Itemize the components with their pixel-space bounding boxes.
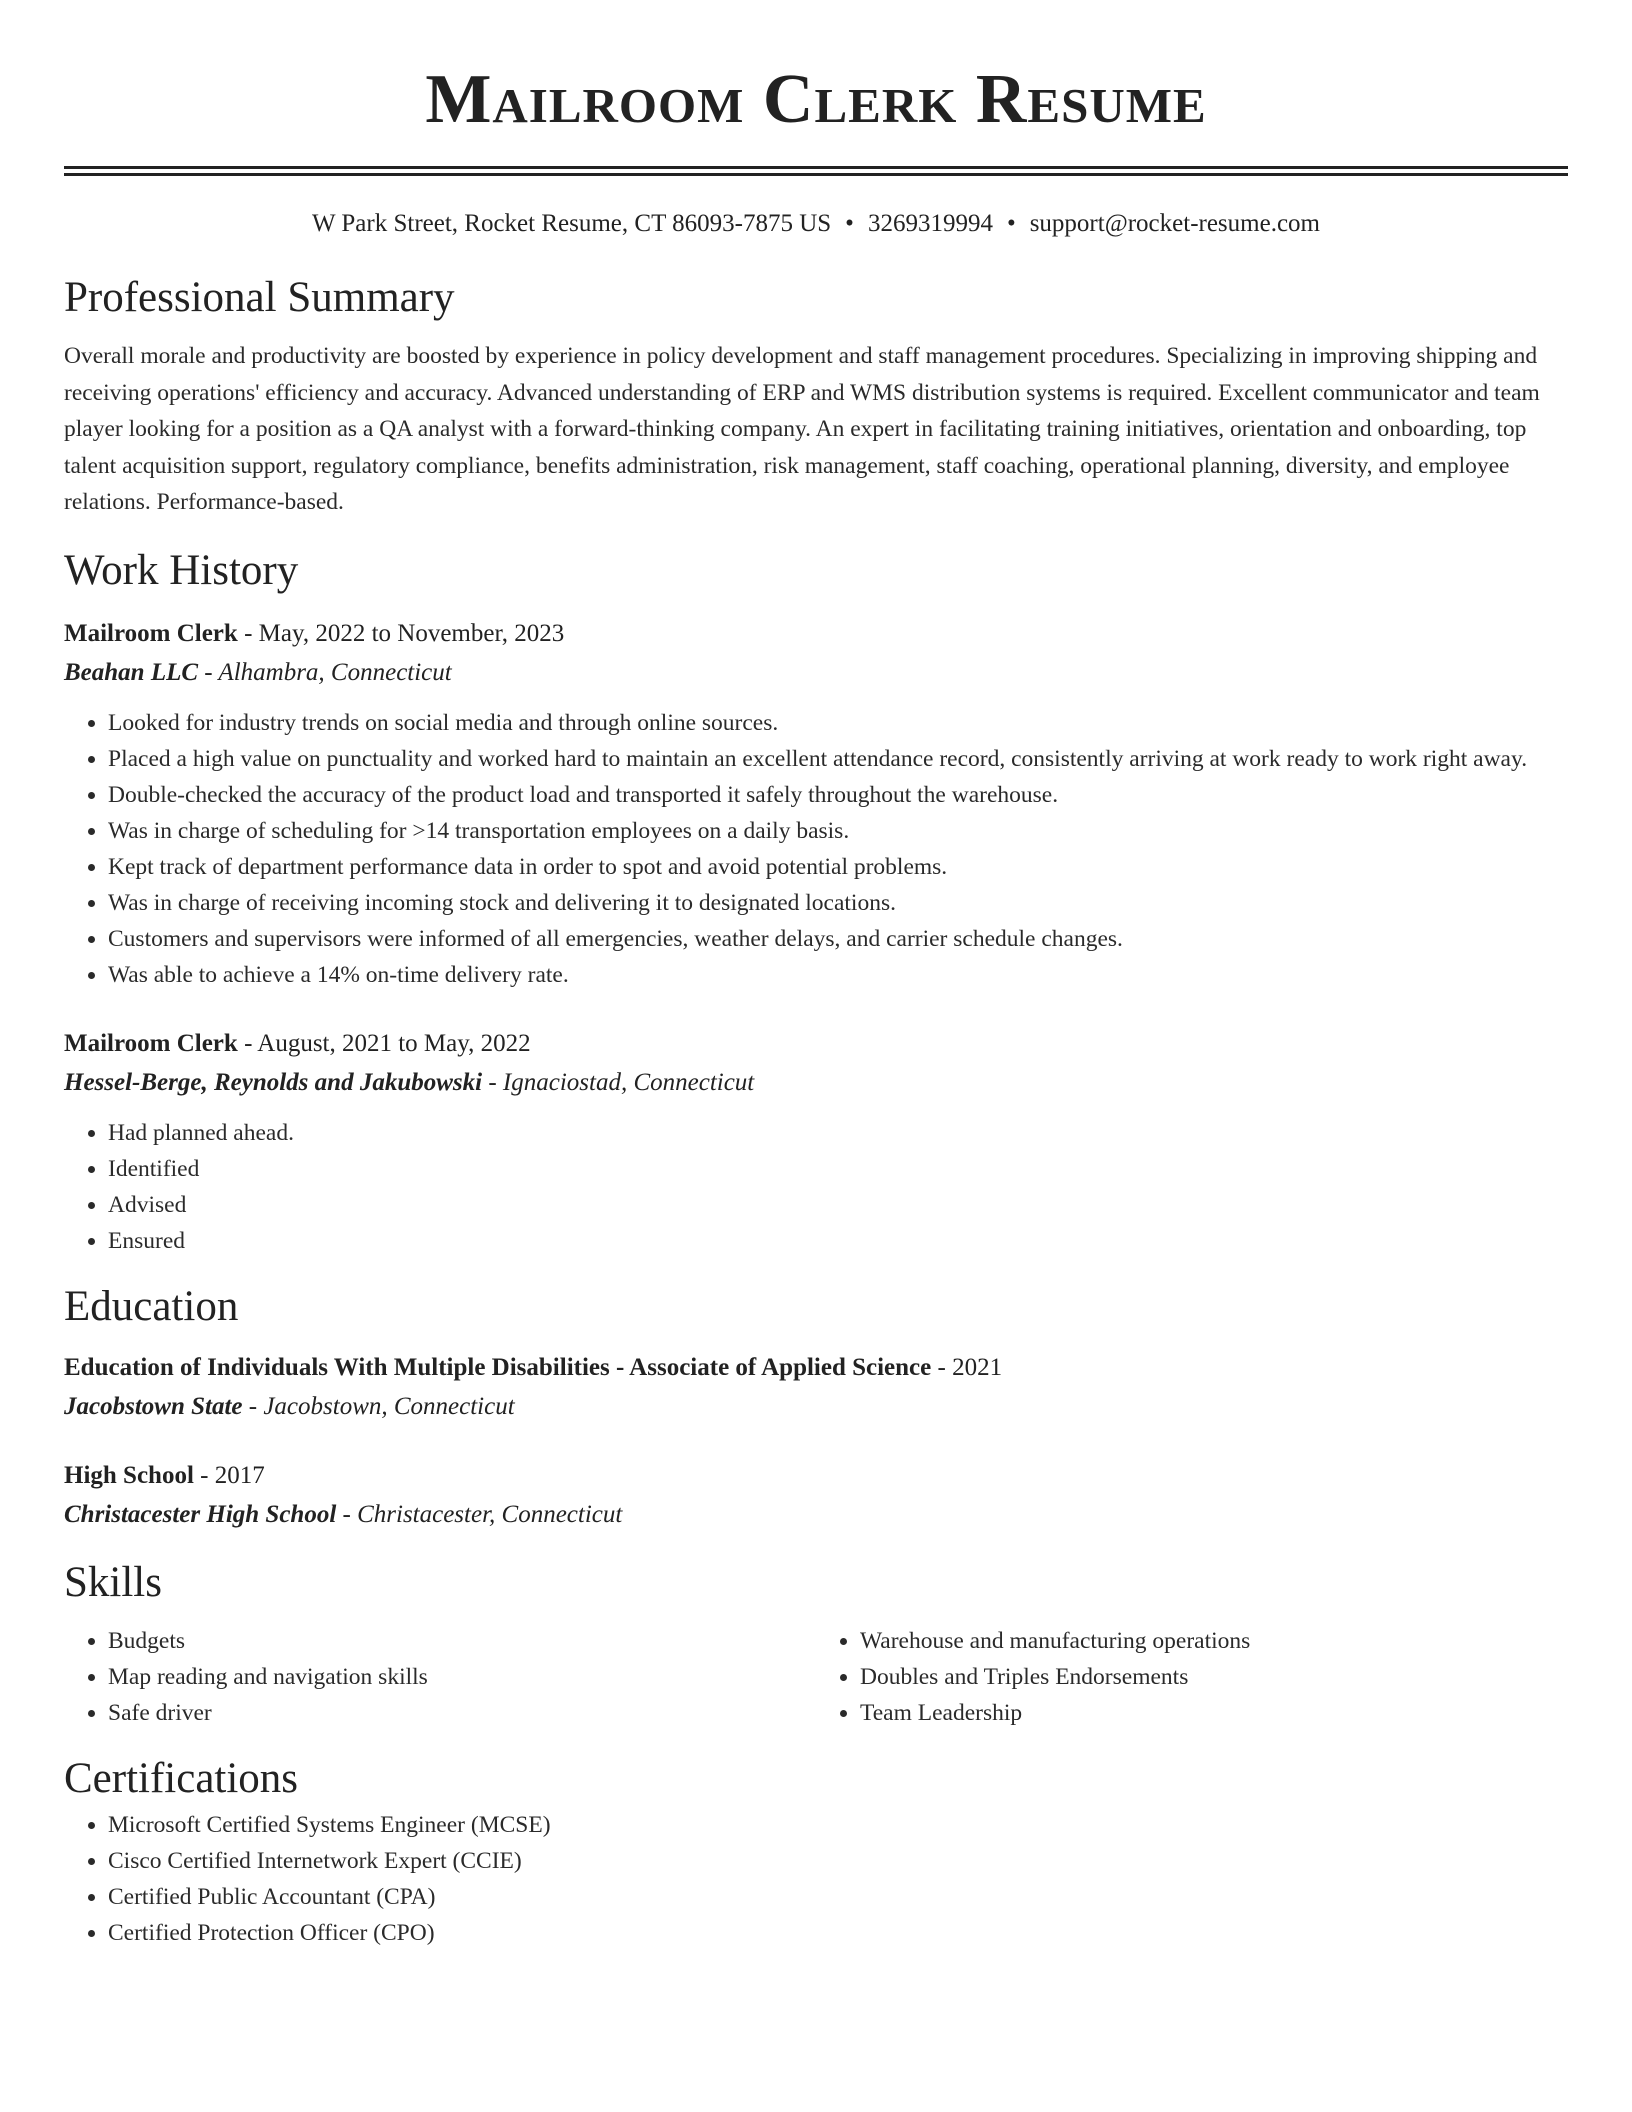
education-year: - 2017 <box>193 1461 265 1489</box>
education-degree: Education of Individuals With Multiple Disabilities - Associate of Applied Science <box>64 1353 932 1381</box>
job-bullets <box>64 705 1568 993</box>
job-header <box>64 1025 1568 1063</box>
job-role: Mailroom Clerk <box>64 1029 238 1057</box>
list-item: • Identified <box>108 1151 1568 1187</box>
education-header <box>64 1457 1568 1495</box>
list-item: • Had planned ahead. <box>108 1115 1568 1151</box>
education-entry <box>64 1457 1568 1535</box>
skills-list <box>64 1623 1568 1731</box>
education-degree: High School <box>64 1461 194 1489</box>
education-year: - 2021 <box>931 1353 1003 1381</box>
education-entry <box>64 1349 1568 1427</box>
list-item: • Map reading and navigation skills <box>108 1659 816 1695</box>
list-item: • Ensured <box>108 1223 1568 1259</box>
job-dates: - August, 2021 to May, 2022 <box>237 1029 531 1057</box>
list-item: • Placed a high value on punctuality and worked hard to maintain an excellent attendance record, consistently arriving at work ready to work right away. <box>108 741 1568 777</box>
job-company: Beahan LLC <box>64 658 199 686</box>
contact-line <box>64 208 1568 240</box>
education-header <box>64 1349 1568 1387</box>
summary-text: Overall morale and productivity are boosted by experience in policy development and staff management procedures. Specializing in improving shipping and receiving operations' efficiency and accuracy. Advanced understanding of ERP and WMS distribution systems is required. Excellent communicator and team player looking for a position as a QA analyst with a forward-thinking company. An expert in facilitating training initiatives, orientation and onboarding, top talent acquisition support, regulatory compliance, benefits administration, risk management, staff coaching, operational planning, diversity, and employee relations. Performance-based. <box>64 343 1540 515</box>
certifications-list <box>64 1807 1568 1951</box>
skills-column-right <box>816 1623 1568 1731</box>
contact-separator: • <box>845 210 854 237</box>
education-school-line <box>64 1387 1568 1427</box>
education-school: Christacester High School <box>64 1500 337 1528</box>
list-item: • Was in charge of receiving incoming stock and delivering it to designated locations. <box>108 885 1568 921</box>
title-divider <box>64 166 1568 176</box>
job-role: Mailroom Clerk <box>64 619 238 647</box>
list-item: • Double-checked the accuracy of the product load and transported it safely throughout the warehouse. <box>108 777 1568 813</box>
job-location: - Ignaciostad, Connecticut <box>482 1068 755 1096</box>
job-company: Hessel-Berge, Reynolds and Jakubowski <box>64 1068 483 1096</box>
education-school-line <box>64 1495 1568 1535</box>
job-entry <box>64 615 1568 993</box>
job-entry <box>64 1025 1568 1259</box>
contact-address: W Park Street, Rocket Resume, CT 86093-7875 US <box>312 210 832 237</box>
job-dates: - May, 2022 to November, 2023 <box>237 619 565 647</box>
list-item: • Customers and supervisors were informed of all emergencies, weather delays, and carrier schedule changes. <box>108 921 1568 957</box>
certifications-heading: Certifications <box>64 1754 299 1802</box>
list-item: • Warehouse and manufacturing operations <box>860 1623 1568 1659</box>
list-item: • Microsoft Certified Systems Engineer (MCSE) <box>108 1807 1568 1843</box>
job-employer <box>64 653 1568 693</box>
contact-email: support@rocket-resume.com <box>1029 210 1320 237</box>
list-item: • Was able to achieve a 14% on-time delivery rate. <box>108 957 1568 993</box>
list-item: • Cisco Certified Internetwork Expert (CCIE) <box>108 1843 1568 1879</box>
contact-phone: 3269319994 <box>867 210 993 237</box>
education-school: Jacobstown State <box>64 1392 243 1420</box>
list-item: • Certified Public Accountant (CPA) <box>108 1879 1568 1915</box>
list-item: • Safe driver <box>108 1695 816 1731</box>
education-heading: Education <box>64 1282 239 1330</box>
job-header <box>64 615 1568 653</box>
list-item: • Kept track of department performance data in order to spot and avoid potential problems. <box>108 849 1568 885</box>
work-history-heading: Work History <box>64 546 299 594</box>
job-bullets <box>64 1115 1568 1259</box>
skills-column-left <box>64 1623 816 1731</box>
list-item: • Was in charge of scheduling for >14 transportation employees on a daily basis. <box>108 813 1568 849</box>
list-item: • Team Leadership <box>860 1695 1568 1731</box>
job-employer <box>64 1063 1568 1103</box>
summary-heading: Professional Summary <box>64 274 455 321</box>
list-item: • Doubles and Triples Endorsements <box>860 1659 1568 1695</box>
education-location: - Christacester, Connecticut <box>336 1500 623 1528</box>
contact-separator: • <box>1006 210 1016 237</box>
list-item: • Looked for industry trends on social media and through online sources. <box>108 705 1568 741</box>
list-item: • Budgets <box>108 1623 816 1659</box>
skills-heading: Skills <box>64 1558 162 1606</box>
page-title: Mailroom Clerk Resume <box>425 61 1207 138</box>
job-location: - Alhambra, Connecticut <box>198 658 452 686</box>
list-item: • Advised <box>108 1187 1568 1223</box>
education-location: - Jacobstown, Connecticut <box>242 1392 515 1420</box>
list-item: • Certified Protection Officer (CPO) <box>108 1915 1568 1951</box>
